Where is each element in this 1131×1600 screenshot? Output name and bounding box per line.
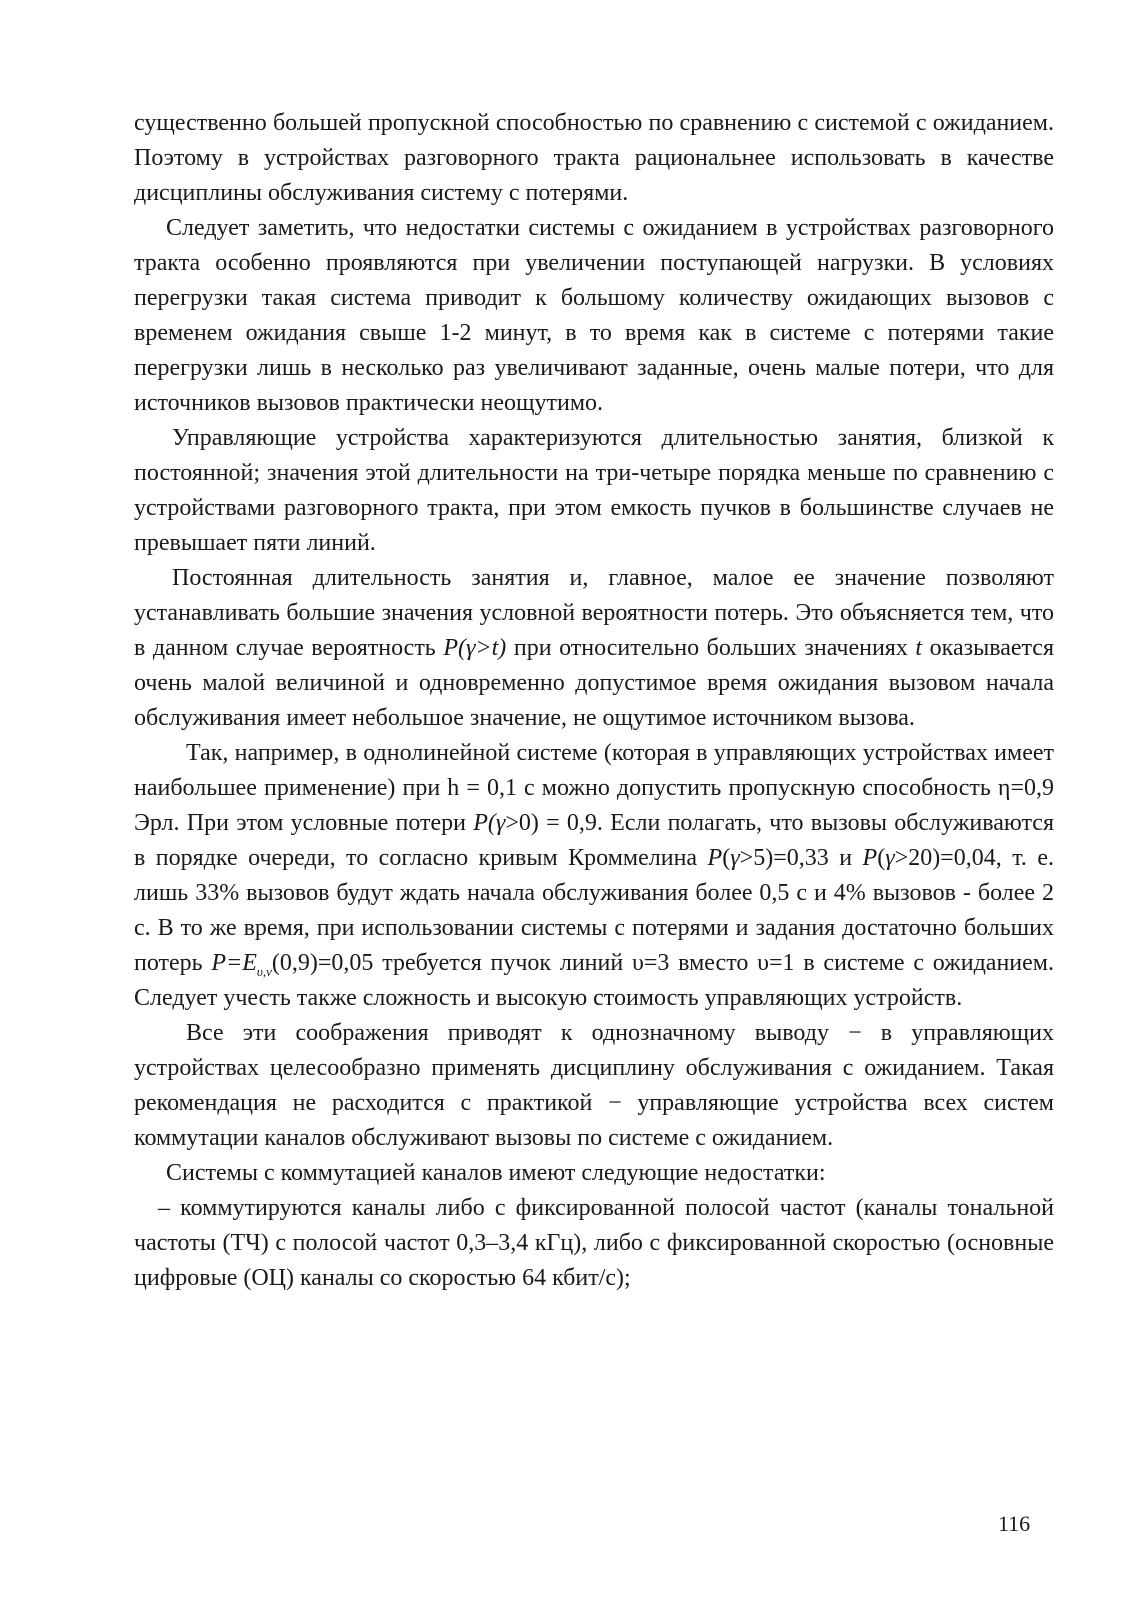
text-run: Постоянная длительность занятия и, главное, малое ее значение позволяют устанавливать большие значения условной вероятности потерь. Это объясняется тем, что в данном случае вероятность	[134, 565, 1054, 661]
paragraph-drawbacks-intro: Системы с коммутацией каналов имеют следующие недостатки:	[166, 1160, 826, 1186]
paragraph-example	[134, 736, 1054, 1016]
paragraph-drawbacks-waiting: Следует заметить, что недостатки системы с ожиданием в устройствах разговорного тракта особенно проявляются при увеличении поступающей нагрузки. В условиях перегрузки такая система приводит к большому количеству ожидающих вызовов с временем ожидания свыше 1-2 минут, в то время как в системе с потерями такие перегрузки лишь в несколько раз увеличивают заданные, очень малые потери, что для источников вызовов практически неощутимо.	[134, 215, 1054, 416]
text-run: (	[722, 845, 731, 871]
text-run: >5)=0,33 и	[739, 845, 863, 871]
formula-gamma: γ	[730, 845, 740, 871]
formula-erlang: P=E	[211, 950, 257, 976]
formula-variable-t: t	[915, 635, 923, 661]
formula-p: P	[862, 845, 878, 871]
formula-gamma: γ	[885, 845, 895, 871]
paragraph-control-devices: Управляющие устройства характеризуются длительностью занятия, близкой к постоянной; значения этой длительности на три-четыре порядка меньше по сравнению с устройствами разговорного тракта, при этом емкость пучков в большинстве случаев не превышает пяти линий.	[134, 425, 1054, 556]
formula-conditional-loss: P(γ	[473, 810, 506, 836]
text-run: оказывается очень малой величиной и одновременно допустимое время ожидания вызовом начала обслуживания имеет небольшое значение, не ощутимое источником вызова.	[134, 635, 1054, 731]
text-run: >0) = 0,9. Если полагать, что вызовы обслуживаются в порядке очереди, то согласно кривым Кроммелина	[134, 810, 1054, 871]
formula-probability: P(γ>t)	[443, 635, 507, 661]
text-run: >20)=0,04, т. е. лишь 33% вызовов будут ждать начала обслуживания более 0,5 с и 4% вызовов - более 2 с. В то же время, при использовании системы с потерями и задания достаточно больших потерь	[134, 845, 1054, 976]
paragraph-continuation: существенно большей пропускной способностью по сравнению с системой с ожиданием. Поэтому в устройствах разговорного тракта рациональнее использовать в качестве дисциплины обслуживания систему с потерями.	[134, 110, 1054, 206]
text-run: Так, например, в однолинейной системе (которая в управляющих устройствах имеет наибольшее применение) при h = 0,1 с можно допустить пропускную способность η=0,9 Эрл. При этом условные потери	[134, 740, 1054, 836]
page-number: 116	[998, 1511, 1031, 1536]
document-body	[134, 106, 1054, 1296]
text-run: (0,9)=0,05 требуется пучок линий υ=3 вместо υ=1 в системе с ожиданием. Следует учесть также сложность и высокую стоимость управляющих устройств.	[134, 950, 1054, 1011]
formula-subscript: υ,v	[256, 964, 272, 979]
text-run: (	[877, 845, 886, 871]
formula-p: P	[707, 845, 723, 871]
paragraph-constant-duration	[134, 561, 1054, 736]
text-run: при относительно больших значениях	[506, 635, 916, 661]
paragraph-conclusion: Все эти соображения приводят к однозначному выводу − в управляющих устройствах целесообразно применять дисциплину обслуживания с ожиданием. Такая рекомендация не расходится с практикой − управляющие устройства всех систем коммутации каналов обслуживают вызовы по системе с ожиданием.	[134, 1020, 1054, 1151]
list-item-drawback: – коммутируются каналы либо с фиксированной полосой частот (каналы тональной частоты (ТЧ) с полосой частот 0,3–3,4 кГц), либо с фиксированной скоростью (основные цифровые (ОЦ) каналы со скоростью 64 кбит/с);	[134, 1195, 1054, 1291]
